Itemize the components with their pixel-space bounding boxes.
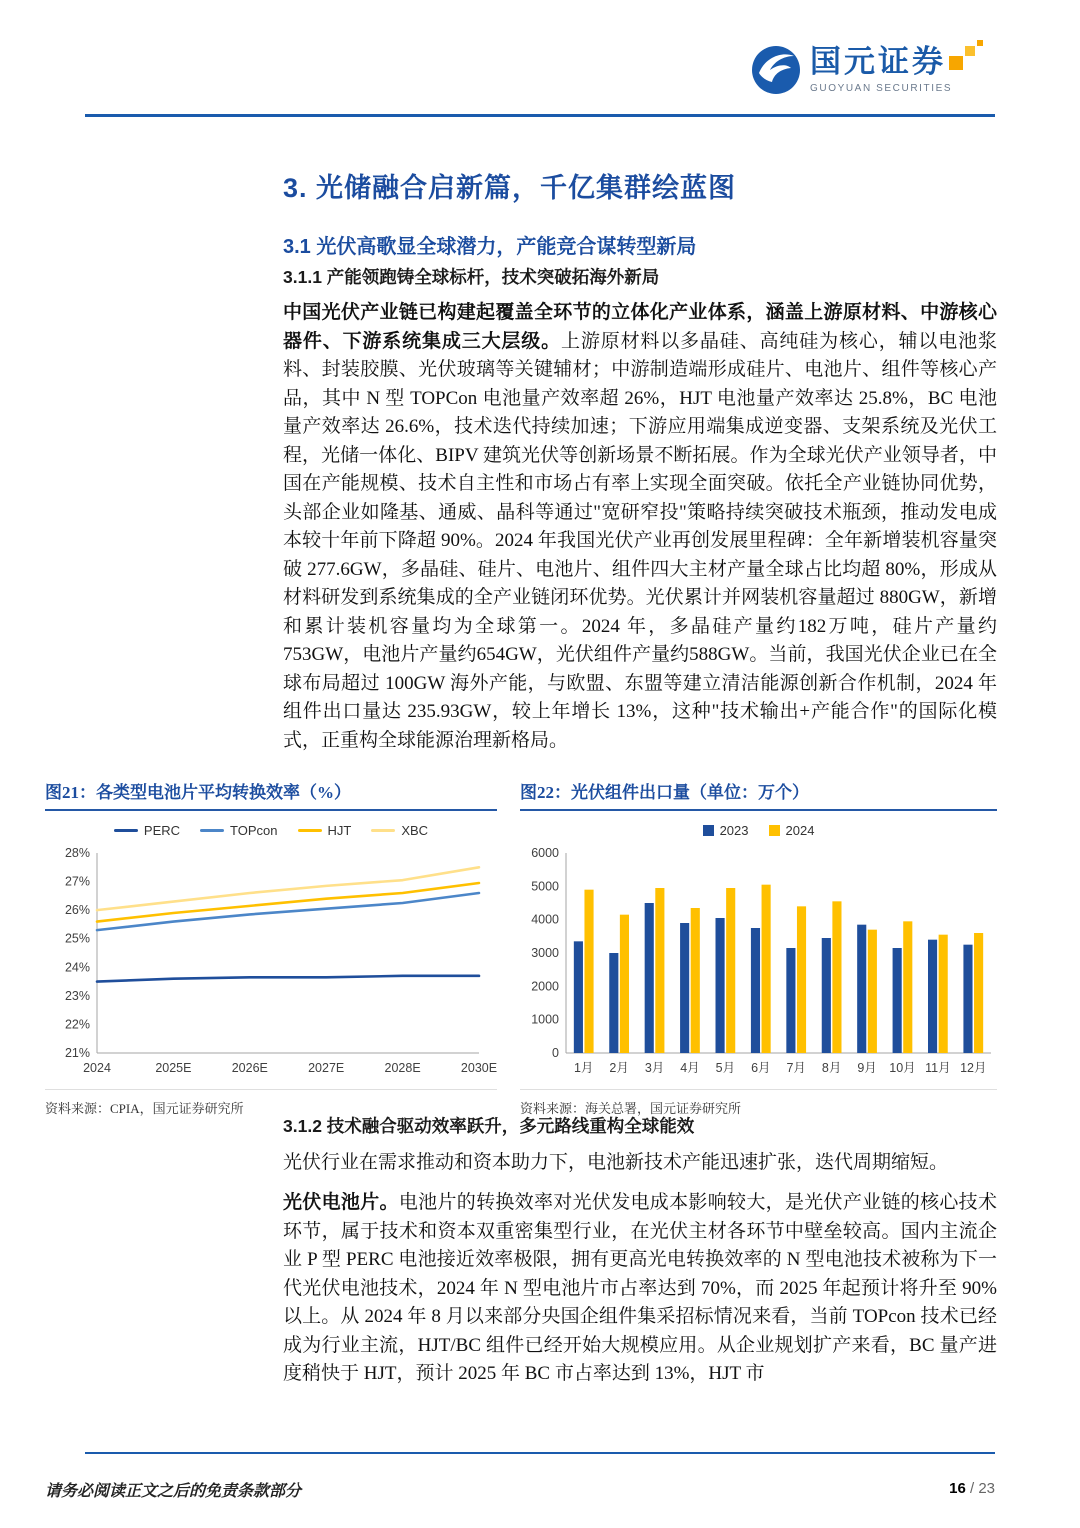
brand-name-cn: 国元证券 xyxy=(810,44,946,79)
guoyuan-logo-icon xyxy=(750,44,802,96)
figure-22-legend xyxy=(520,817,997,843)
subsection-title: 3.1 光伏高歌显全球潜力，产能竞合谋转型新局 xyxy=(283,236,697,258)
figure-21-legend xyxy=(45,817,497,843)
legend-label: XBC xyxy=(401,822,429,838)
subsubsection-title-312: 3.1.2 技术融合驱动效率跃升，多元路线重构全球能效 xyxy=(283,1116,695,1136)
svg-text:22%: 22% xyxy=(64,1017,90,1032)
legend-swatch xyxy=(371,829,395,832)
figure-21-source: 资料来源：CPIA，国元证券研究所 xyxy=(45,1089,497,1117)
brand-text xyxy=(810,44,952,94)
svg-text:0: 0 xyxy=(552,1046,559,1060)
paragraph-3-body: 电池片的转换效率对光伏发电成本影响较大，是光伏产业链的核心技术环节，属于技术和资本双重密集型行业，在光伏主材各环节中壁垒较高。国内主流企业 P 型 PERC 电池接近效率极限，拥有更高光电转换效率的 N 型电池技术被称为下一代光伏电池技术，2024 年 N 型电池片市占率达到 70%，而 2025 年起预计将升至 90%以上。从 2024 年 8 月以来部分央国企组件集采招标情况来看，当前 TOPcon 技术已经成为行业主流，HJT/BC 组件已经开始大规模应用。从企业规划扩产来看，BC 量产进度稍快于 HJT，预计 2025 年 BC 市占率达到 13%，HJT 市 xyxy=(283,1192,997,1384)
legend-item-TOPcon xyxy=(200,823,277,838)
paragraph-3-lead: 光伏电池片。 xyxy=(283,1192,399,1213)
svg-text:6000: 6000 xyxy=(531,846,559,860)
legend-item-2023 xyxy=(703,823,749,838)
svg-text:21%: 21% xyxy=(64,1046,90,1060)
figure-22-title: 图22：光伏组件出口量（单位：万个） xyxy=(520,778,997,811)
paragraph-3 xyxy=(283,1189,997,1389)
footer-disclaimer: 请务必阅读正文之后的免责条款部分 xyxy=(45,1483,302,1500)
footer-divider xyxy=(85,1452,995,1454)
figure-21-line-chart xyxy=(45,843,497,1083)
svg-text:10月: 10月 xyxy=(889,1061,916,1075)
paragraph-1-body: 上游原材料以多晶硅、高纯硅为核心，辅以电池浆料、封装胶膜、光伏玻璃等关键辅材；中游制造端形成硅片、电池片、组件等核心产品，其中 N 型 TOPCon 电池量产效率超 26%，HJT 电池量产效率达 25.8%，BC 电池量产效率达 26.6%，技术迭代持续加速；下游应用端集成逆变器、支架系统及光伏工程，光储一体化、BIPV 建筑光伏等创新场景不断拓展。作为全球光伏产业领导者，中国在产能规模、技术自主性和市场占有率上实现全面突破。依托全产业链协同优势，头部企业如隆基、通威、晶科等通过"宽研窄投"策略持续突破技术瓶颈，推动发电成本较十年前下降超 90%。2024 年我国光伏产业再创发展里程碑：全年新增装机容量突破 277.6GW，多晶硅、硅片、电池片、组件四大主材产量全球占比均超 80%，形成从材料研发到系统集成的全产业链闭环优势。光伏累计并网装机容量超过 880GW，新增和累计装机容量均为全球第一。2024 年，多晶硅产量约182万吨，硅片产量约753GW，电池片产量约654GW，光伏组件产量约588GW。当前，我国光伏企业已在全球布局超过 100GW 海外产能，与欧盟、东盟等建立清洁能源创新合作机制，2024 年组件出口量达 235.93GW，较上年增长 13%，这种"技术输出+产能合作"的国际化模式，正重构全球能源治理新格局。 xyxy=(283,330,997,751)
legend-item-2024 xyxy=(769,823,815,838)
svg-text:4000: 4000 xyxy=(531,912,559,927)
svg-text:4月: 4月 xyxy=(680,1061,700,1075)
subsubsection-title-311: 3.1.1 产能领跑铸全球标杆，技术突破拓海外新局 xyxy=(283,267,660,287)
legend-swatch xyxy=(769,825,780,836)
legend-swatch xyxy=(703,825,714,836)
svg-text:1000: 1000 xyxy=(531,1012,559,1027)
svg-text:2024: 2024 xyxy=(83,1061,111,1075)
svg-text:9月: 9月 xyxy=(857,1061,877,1075)
page-separator: / xyxy=(965,1480,979,1497)
svg-text:23%: 23% xyxy=(64,988,90,1003)
figure-21-title: 图21：各类型电池片平均转换效率（%） xyxy=(45,778,497,811)
svg-text:25%: 25% xyxy=(64,931,90,946)
svg-text:2月: 2月 xyxy=(609,1061,629,1075)
legend-swatch xyxy=(114,829,138,832)
legend-item-XBC xyxy=(371,823,428,838)
svg-text:7月: 7月 xyxy=(786,1061,806,1075)
svg-text:12月: 12月 xyxy=(960,1061,987,1075)
svg-text:2025E: 2025E xyxy=(155,1061,192,1075)
footer-page-number xyxy=(949,1480,995,1497)
svg-text:2030E: 2030E xyxy=(460,1061,497,1075)
header-divider xyxy=(85,114,995,117)
legend-swatch xyxy=(200,829,224,832)
brand-name-en: GUOYUAN SECURITIES xyxy=(810,83,953,94)
legend-label: HJT xyxy=(327,822,352,838)
figure-22-bar-chart xyxy=(520,843,997,1083)
legend-label: TOPcon xyxy=(230,822,278,838)
brand-pixel-squares-decoration xyxy=(947,40,987,74)
svg-text:5000: 5000 xyxy=(531,879,559,894)
legend-item-HJT xyxy=(298,823,352,838)
paragraph-2: 光伏行业在需求推动和资本助力下，电池新技术产能迅速扩张，迭代周期缩短。 xyxy=(283,1152,949,1173)
svg-text:28%: 28% xyxy=(64,846,90,860)
svg-text:2026E: 2026E xyxy=(231,1061,268,1075)
svg-text:6月: 6月 xyxy=(751,1061,771,1075)
svg-text:11月: 11月 xyxy=(925,1061,951,1075)
svg-text:3000: 3000 xyxy=(531,946,559,960)
svg-text:2000: 2000 xyxy=(531,979,559,994)
svg-text:27%: 27% xyxy=(64,874,90,889)
svg-text:1月: 1月 xyxy=(573,1061,594,1075)
legend-label: 2024 xyxy=(785,822,815,838)
legend-item-PERC xyxy=(114,823,180,838)
page-current: 16 xyxy=(949,1480,966,1497)
legend-label: 2023 xyxy=(719,822,749,838)
svg-text:8月: 8月 xyxy=(821,1061,842,1075)
page-total: 23 xyxy=(978,1480,995,1497)
figure-21 xyxy=(45,778,497,1117)
legend-swatch xyxy=(298,829,322,832)
figure-22 xyxy=(520,778,997,1117)
legend-label: PERC xyxy=(143,822,181,838)
svg-text:2027E: 2027E xyxy=(308,1061,345,1075)
paragraph-1 xyxy=(283,299,997,755)
figure-22-source: 资料来源：海关总署，国元证券研究所 xyxy=(520,1089,997,1117)
section-title: 3. 光储融合启新篇，千亿集群绘蓝图 xyxy=(283,173,737,203)
svg-text:2028E: 2028E xyxy=(384,1061,421,1075)
svg-text:24%: 24% xyxy=(64,960,90,975)
svg-text:26%: 26% xyxy=(64,903,90,918)
svg-text:5月: 5月 xyxy=(715,1061,736,1075)
paragraph-1-lead: 中国光伏产业链已构建起覆盖全环节的立体化产业体系，涵盖上游原材料、中游核心器件、下游系统集成三大层级。 xyxy=(283,302,997,352)
svg-text:3月: 3月 xyxy=(644,1061,665,1075)
